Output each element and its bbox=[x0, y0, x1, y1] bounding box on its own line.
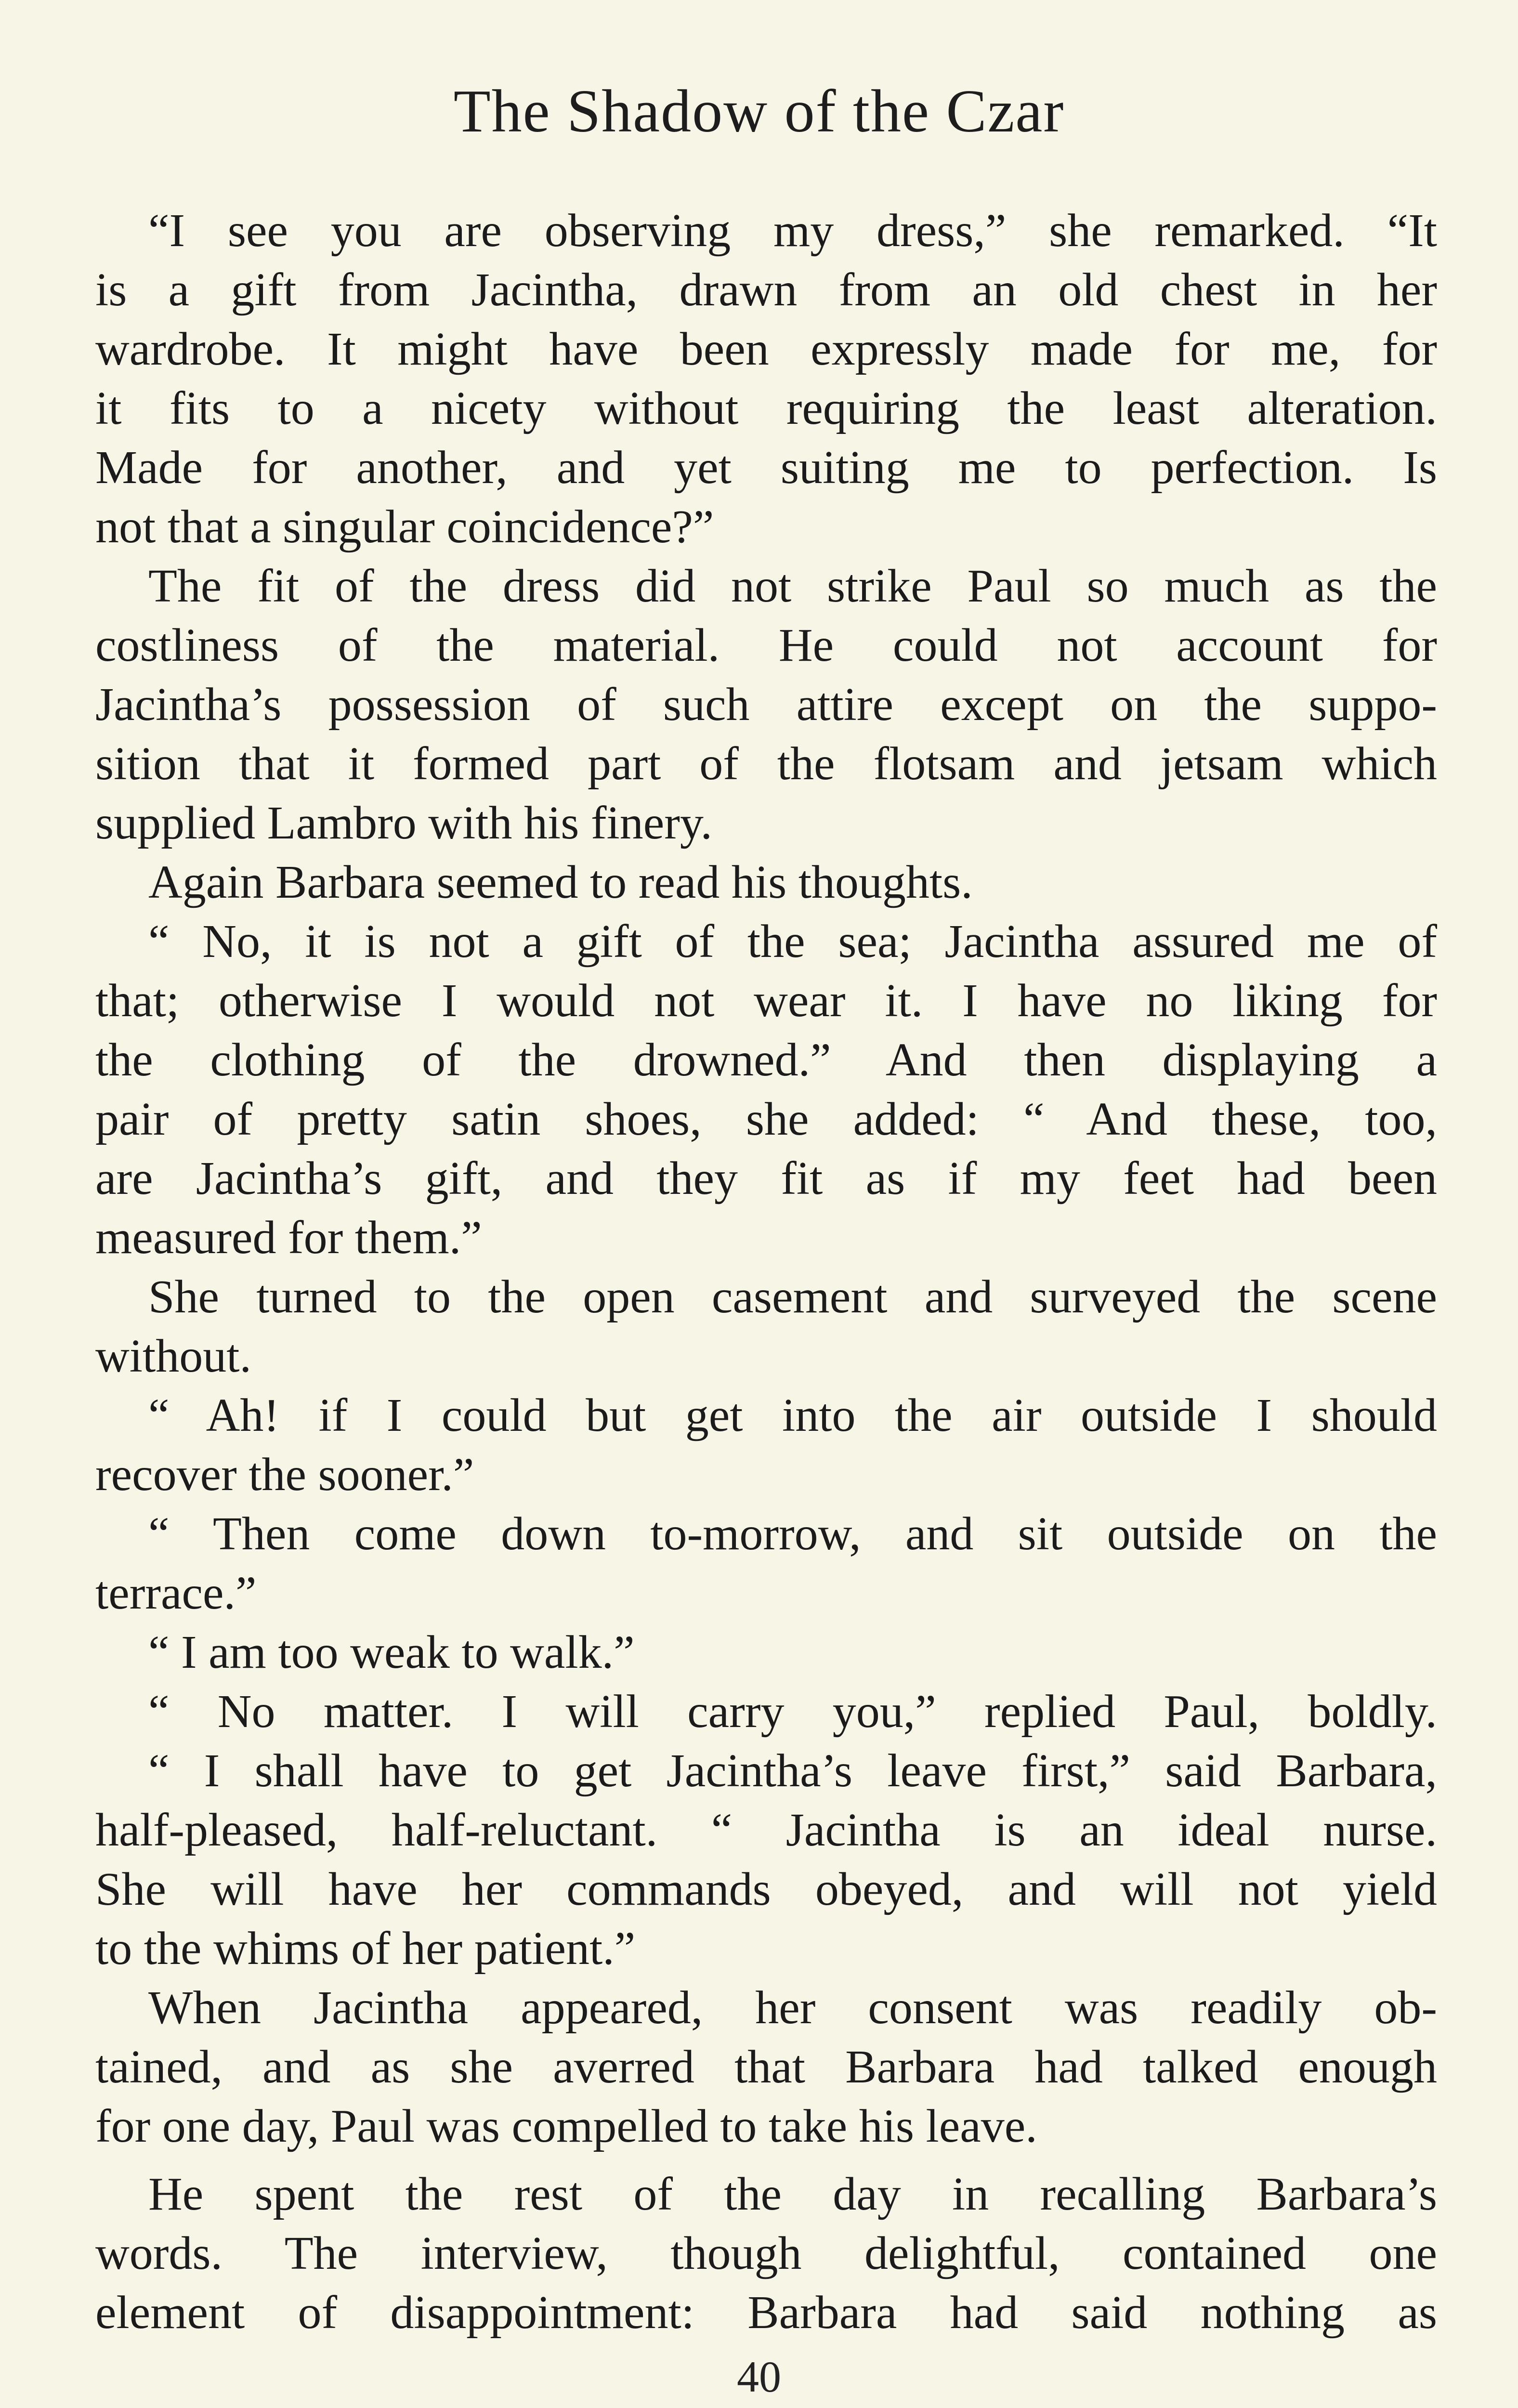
text-line: tained, and as she averred that Barbara had talked enough bbox=[95, 2041, 1437, 2093]
text-line: for one day, Paul was compelled to take his leave. bbox=[95, 2100, 1037, 2152]
text-line: it fits to a nicety without requiring the least alteration. bbox=[95, 382, 1437, 434]
text-line: “ I am too weak to walk.” bbox=[148, 1626, 635, 1678]
text-line: supplied Lambro with his finery. bbox=[95, 797, 713, 849]
text-line: “ No matter. I will carry you,” replied Paul, boldly. bbox=[148, 1686, 1437, 1738]
text-line: words. The interview, though delightful, contained one bbox=[95, 2227, 1437, 2279]
text-line: When Jacintha appeared, her consent was readily ob- bbox=[148, 1982, 1437, 2034]
text-line: Again Barbara seemed to read his thoughts. bbox=[148, 856, 973, 908]
text-line: element of disappointment: Barbara had said nothing as bbox=[95, 2287, 1437, 2339]
text-line: is a gift from Jacintha, drawn from an old chest in her bbox=[95, 264, 1437, 316]
text-line: measured for them.” bbox=[95, 1212, 482, 1264]
text-line: the clothing of the drowned.” And then displaying a bbox=[95, 1034, 1437, 1086]
text-line: that; otherwise I would not wear it. I have no liking for bbox=[95, 975, 1437, 1027]
text-line: not that a singular coincidence?” bbox=[95, 501, 714, 553]
text-line: She turned to the open casement and surveyed the scene bbox=[148, 1271, 1437, 1323]
text-line: recover the sooner.” bbox=[95, 1449, 474, 1501]
text-line: She will have her commands obeyed, and will not yield bbox=[95, 1863, 1437, 1915]
text-line: are Jacintha’s gift, and they fit as if my feet had been bbox=[95, 1152, 1437, 1204]
body-text bbox=[95, 201, 1437, 2343]
text-line: “ I shall have to get Jacintha’s leave first,” said Barbara, bbox=[148, 1745, 1437, 1797]
text-line: to the whims of her patient.” bbox=[95, 1923, 636, 1975]
text-line: Made for another, and yet suiting me to perfection. Is bbox=[95, 442, 1437, 494]
text-line: “ No, it is not a gift of the sea; Jacintha assured me of bbox=[148, 916, 1437, 968]
paragraph-gap bbox=[95, 2156, 1437, 2165]
text-line: half-pleased, half-reluctant. “ Jacintha is an ideal nurse. bbox=[95, 1804, 1437, 1856]
text-line: “ Then come down to-morrow, and sit outside on the bbox=[148, 1508, 1437, 1560]
text-line: “ Ah! if I could but get into the air outside I should bbox=[148, 1389, 1437, 1441]
text-line: He spent the rest of the day in recalling Barbara’s bbox=[148, 2168, 1437, 2220]
text-line: “I see you are observing my dress,” she remarked. “It bbox=[148, 205, 1437, 257]
running-head: The Shadow of the Czar bbox=[453, 78, 1065, 145]
text-line: pair of pretty satin shoes, she added: “ And these, too, bbox=[95, 1093, 1437, 1145]
text-line: terrace.” bbox=[95, 1567, 257, 1619]
text-line: costliness of the material. He could not account for bbox=[95, 619, 1437, 671]
text-line: wardrobe. It might have been expressly made for me, for bbox=[95, 323, 1437, 375]
text-line: The fit of the dress did not strike Paul so much as the bbox=[148, 560, 1437, 612]
text-line: Jacintha’s possession of such attire except on the suppo- bbox=[95, 679, 1437, 731]
page-number: 40 bbox=[737, 2352, 781, 2401]
text-line: without. bbox=[95, 1330, 251, 1382]
text-line: sition that it formed part of the flotsam and jetsam which bbox=[95, 738, 1437, 790]
